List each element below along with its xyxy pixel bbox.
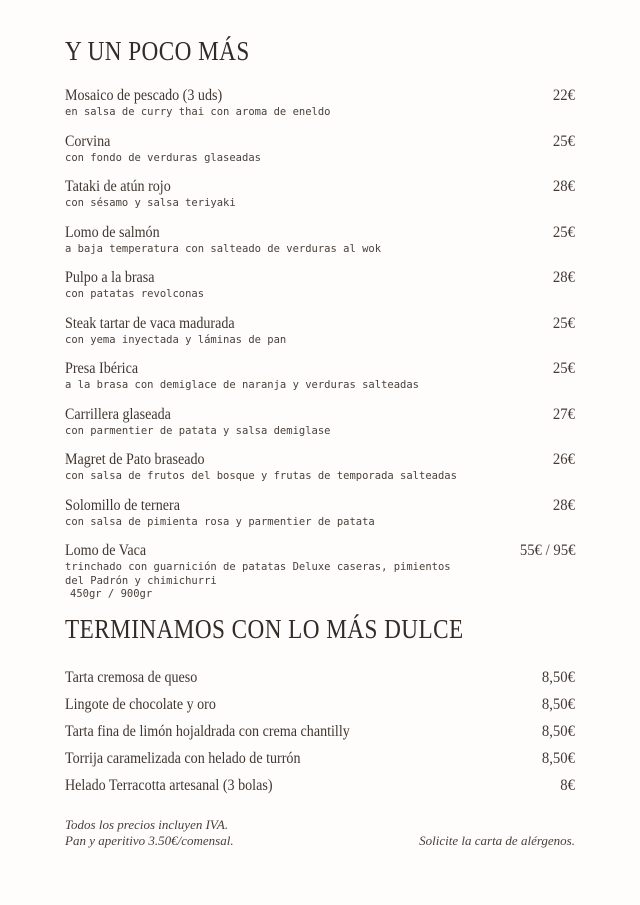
section-title-desserts [65, 614, 575, 644]
menu-item [65, 132, 575, 166]
footer-vat-note: Todos los precios incluyen IVA. [65, 816, 229, 832]
dish-name: Lingote de chocolate y oro [65, 695, 216, 713]
menu-item [65, 496, 575, 530]
footer-left [65, 817, 234, 850]
menu-item [65, 450, 575, 484]
dish-name: Carrillera glaseada [65, 405, 171, 423]
dish-description: con yema inyectada y láminas de pan [65, 333, 287, 346]
dish-description: con fondo de verduras glaseadas [65, 151, 261, 164]
dish-name: Tarta fina de limón hojaldrada con crema chantilly [65, 722, 350, 740]
menu-item [65, 268, 575, 302]
dish-name: Helado Terracotta artesanal (3 bolas) [65, 776, 273, 794]
menu-item [65, 177, 575, 211]
menu-item-text [65, 177, 236, 211]
menu-item-text [65, 268, 204, 302]
menu-item [65, 722, 575, 741]
menu-item-text [65, 450, 457, 484]
menu-item-text [65, 86, 331, 120]
menu-item [65, 695, 575, 714]
dish-description: con salsa de frutos del bosque y frutas de temporada salteadas [65, 470, 457, 482]
dish-name: Magret de Pato braseado [65, 451, 205, 468]
dish-description: en salsa de curry thai con aroma de eneldo [65, 106, 331, 118]
dish-price: 8,50€ [541, 668, 575, 686]
dish-price: 8,50€ [541, 695, 575, 713]
section-title-mains-text: Y UN POCO MÁS [65, 36, 250, 66]
dish-price: 28€ [552, 269, 575, 286]
dish-price: 55€ / 95€ [519, 542, 575, 559]
footer-bread-note: Pan y aperitivo 3.50€/comensal. [65, 833, 234, 848]
dish-price: 8,50€ [541, 722, 575, 740]
menu-item [65, 776, 575, 795]
dish-description: con patatas revolconas [65, 288, 205, 300]
dish-description: con sésamo y salsa teriyaki [65, 197, 236, 209]
dish-name: Tataki de atún rojo [65, 178, 171, 195]
dish-description: con parmentier de patata y salsa demiglase [65, 424, 331, 437]
dish-name: Presa Ibérica [65, 360, 139, 377]
dish-name: Lomo de salmón [65, 223, 160, 241]
dish-price: 25€ [552, 314, 575, 332]
dish-description: trinchado con guarnición de patatas Deluxe caseras, pimientos del Padrón y chimichurri [65, 561, 451, 587]
dish-description: a baja temperatura con salteado de verduras al wok [65, 242, 382, 255]
dish-name: Corvina [65, 132, 111, 150]
dish-name: Mosaico de pescado (3 uds) [65, 87, 223, 104]
dish-name: Solomillo de ternera [65, 496, 180, 514]
dish-price: 28€ [552, 178, 575, 195]
menu-item [65, 359, 575, 393]
footer-allergens-note: Solicite la carta de alérgenos. [419, 833, 575, 848]
dish-price: 27€ [552, 405, 575, 423]
dish-name: Tarta cremosa de queso [65, 668, 198, 686]
dish-price: 8,50€ [541, 749, 575, 767]
menu-item-text [65, 405, 331, 439]
menu-item [65, 541, 575, 602]
menu-item [65, 223, 575, 257]
menu-item [65, 405, 575, 439]
dish-name: Torrija caramelizada con helado de turrón [65, 749, 301, 767]
menu-item-text [65, 132, 261, 166]
dish-description: con salsa de pimienta rosa y parmentier de patata [65, 515, 375, 528]
menu-item-text [65, 314, 286, 348]
menu-item-text [65, 541, 465, 602]
dish-name: Pulpo a la brasa [65, 269, 155, 286]
menu-item-text [65, 496, 375, 530]
menu-item-text [65, 223, 381, 257]
footer [65, 817, 575, 850]
dish-price: 25€ [552, 132, 575, 150]
dish-name: Steak tartar de vaca madurada [65, 314, 235, 332]
menu-item [65, 314, 575, 348]
menu-item [65, 668, 575, 687]
dish-price: 25€ [552, 360, 575, 377]
section-title-desserts-text: TERMINAMOS CON LO MÁS DULCE [65, 613, 464, 644]
dish-price: 28€ [552, 496, 575, 514]
dish-price: 25€ [552, 223, 575, 241]
dish-price: 26€ [552, 451, 575, 468]
menu-item-text [65, 359, 419, 393]
dish-description: a la brasa con demiglace de naranja y verduras salteadas [65, 379, 420, 391]
dish-price: 22€ [552, 87, 575, 104]
dish-portion-note: 450gr / 900gr [70, 588, 153, 600]
menu-item [65, 749, 575, 768]
section-title-mains [65, 36, 575, 66]
dish-price: 8€ [560, 776, 575, 794]
dish-name: Lomo de Vaca [65, 542, 147, 559]
menu-item [65, 86, 575, 120]
